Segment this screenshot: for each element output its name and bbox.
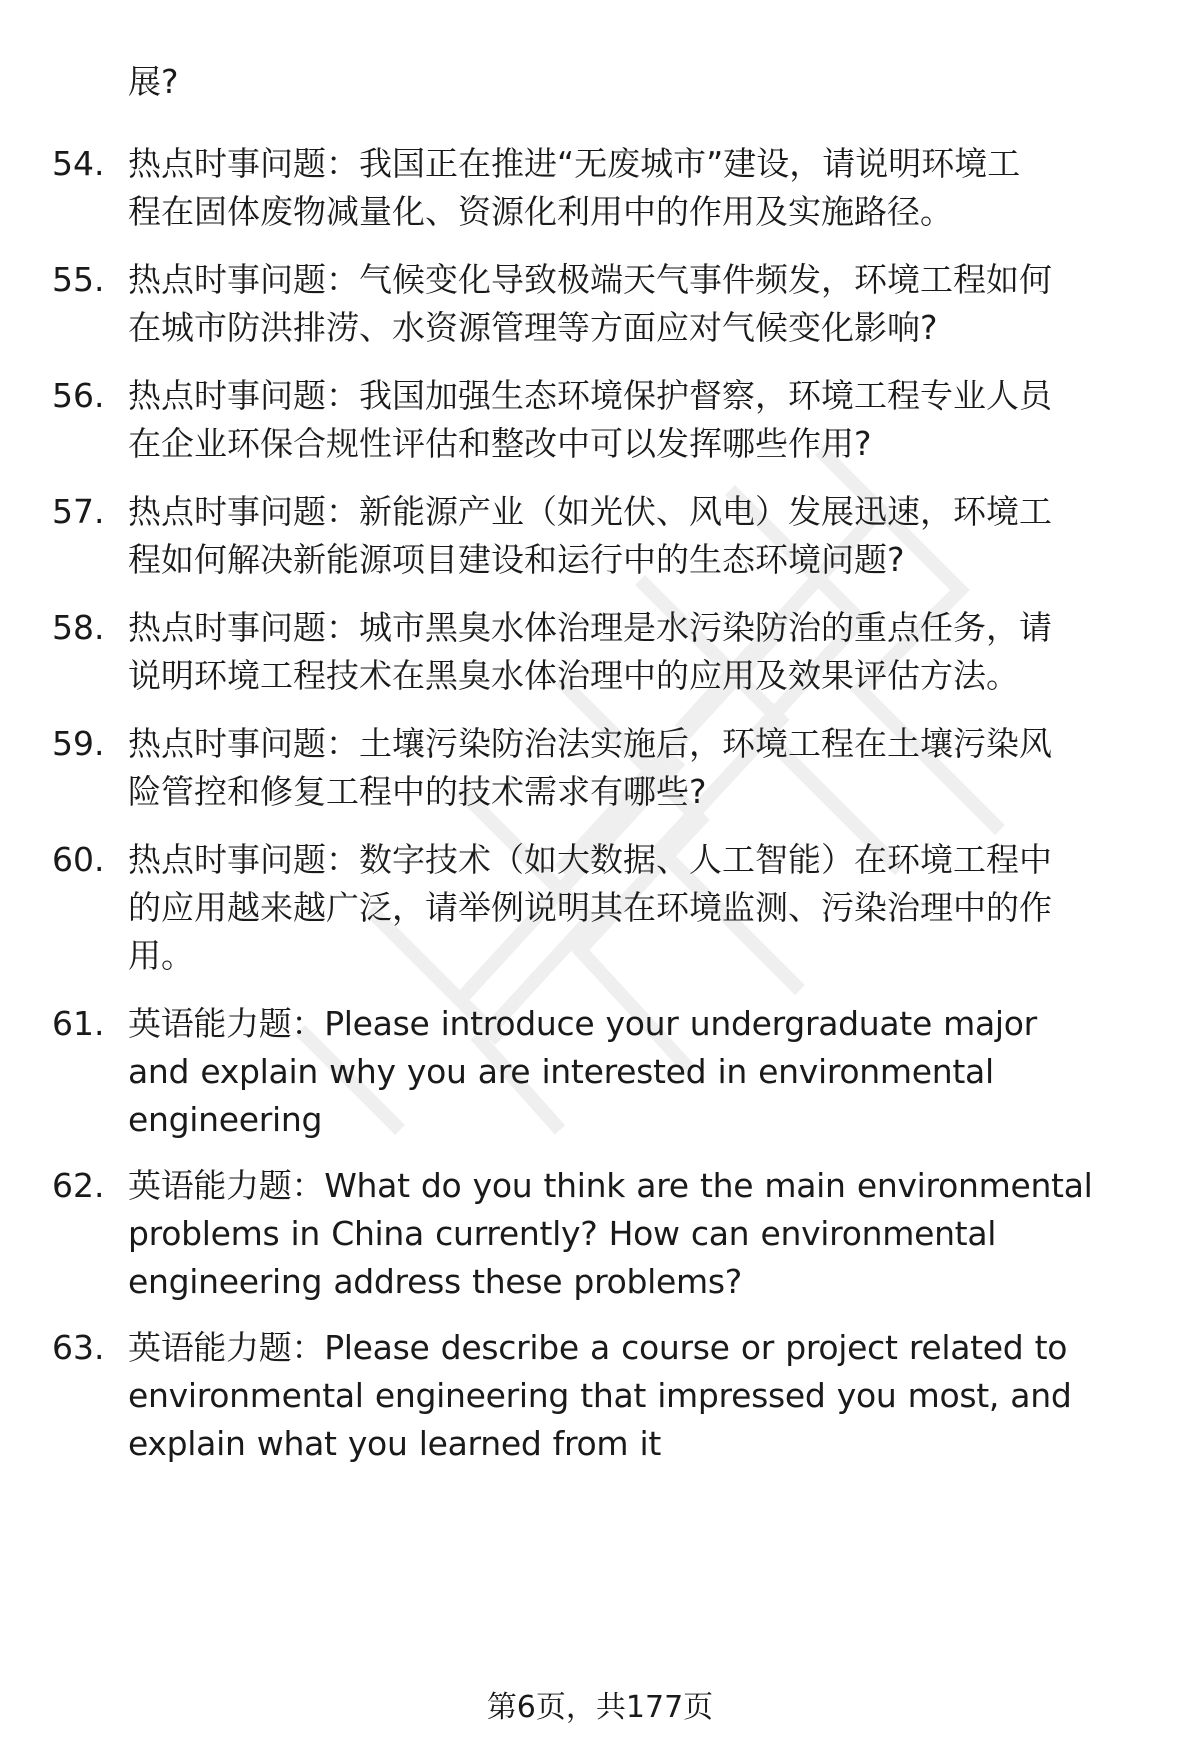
question-line: 程如何解决新能源项目建设和运行中的生态环境问题?: [128, 540, 905, 579]
question-number: 58.: [52, 608, 105, 647]
question-58: [52, 604, 1162, 700]
question-number: 61.: [52, 1004, 105, 1043]
question-line: 热点时事问题：我国加强生态环境保护督察，环境工程专业人员: [128, 376, 1052, 415]
question-text: [128, 140, 1162, 236]
question-59: [52, 720, 1162, 816]
question-line: 热点时事问题：我国正在推进“无废城市”建设，请说明环境工: [128, 144, 1021, 183]
question-line: 热点时事问题：数字技术（如大数据、人工智能）在环境工程中: [128, 840, 1052, 879]
page-number-footer: 第6页，共177页: [486, 1690, 714, 1725]
question-text: [128, 488, 1162, 584]
question-number: 54.: [52, 144, 105, 183]
question-line: 的应用越来越广泛，请举例说明其在环境监测、污染治理中的作: [128, 888, 1052, 927]
question-line: problems in China currently? How can environmental: [128, 1214, 997, 1253]
question-57: [52, 488, 1162, 584]
question-line: 险管控和修复工程中的技术需求有哪些?: [128, 772, 707, 811]
question-line: 热点时事问题：城市黑臭水体治理是水污染防治的重点任务，请: [128, 608, 1052, 647]
question-line: 英语能力题：What do you think are the main environmental: [128, 1166, 1093, 1205]
question-line: 热点时事问题：气候变化导致极端天气事件频发，环境工程如何: [128, 260, 1052, 299]
question-line: 用。: [128, 936, 194, 975]
question-text: [128, 604, 1162, 700]
question-63: [52, 1324, 1162, 1468]
question-62: [52, 1162, 1162, 1306]
question-number: 60.: [52, 840, 105, 879]
question-number: 62.: [52, 1166, 105, 1205]
question-60: [52, 836, 1162, 980]
question-55: [52, 256, 1162, 352]
question-text: [128, 256, 1162, 352]
question-number: 59.: [52, 724, 105, 763]
question-number: 57.: [52, 492, 105, 531]
question-56: [52, 372, 1162, 468]
question-54: [52, 140, 1162, 236]
question-text: [128, 1162, 1162, 1306]
question-line: 在企业环保合规性评估和整改中可以发挥哪些作用?: [128, 424, 872, 463]
question-number: 55.: [52, 260, 105, 299]
question-line: 说明环境工程技术在黑臭水体治理中的应用及效果评估方法。: [128, 656, 1019, 695]
question-text: [128, 720, 1162, 816]
question-text: [128, 1000, 1162, 1144]
question-line: 在城市防洪排涝、水资源管理等方面应对气候变化影响?: [128, 308, 938, 347]
question-number: 63.: [52, 1328, 105, 1367]
question-61: [52, 1000, 1162, 1144]
question-line: and explain why you are interested in environmental: [128, 1052, 994, 1091]
question-line: 程在固体废物减量化、资源化利用中的作用及实施路径。: [128, 192, 953, 231]
question-line: 英语能力题：Please introduce your undergraduate major: [128, 1004, 1037, 1043]
question-text: [128, 836, 1162, 980]
continued-question-fragment: 展?: [128, 62, 179, 101]
question-line: 热点时事问题：新能源产业（如光伏、风电）发展迅速，环境工: [128, 492, 1052, 531]
question-line: environmental engineering that impressed you most, and: [128, 1376, 1072, 1415]
question-text: [128, 372, 1162, 468]
question-text: [128, 1324, 1162, 1468]
question-line: engineering: [128, 1100, 323, 1139]
question-line: 英语能力题：Please describe a course or project related to: [128, 1328, 1068, 1367]
question-line: explain what you learned from it: [128, 1424, 661, 1463]
question-line: 热点时事问题：土壤污染防治法实施后，环境工程在土壤污染风: [128, 724, 1052, 763]
question-line: engineering address these problems?: [128, 1262, 742, 1301]
question-number: 56.: [52, 376, 105, 415]
